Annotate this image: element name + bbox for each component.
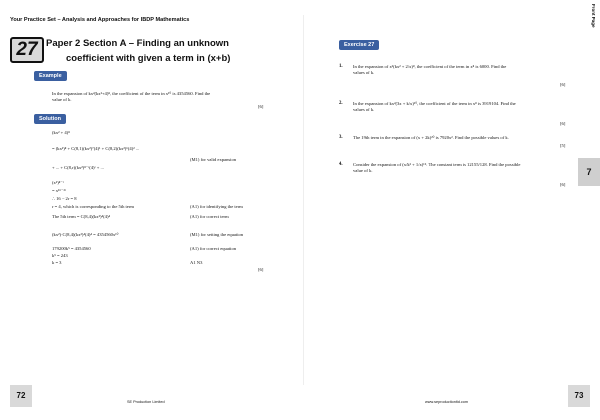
solution-note: (A1) for identifying the term	[190, 204, 243, 209]
solution-line: r = 4, which is corresponding to the 5th term	[52, 204, 134, 209]
section-title	[46, 36, 246, 66]
question-number: 1.	[339, 64, 343, 69]
edge-label: Front Page	[591, 4, 596, 28]
question-mark: [5]	[560, 143, 566, 148]
question-line1: In the expansion of kx²(3x + k/x)¹⁰, the coefficient of the term in x⁸ is 3919104. Find the	[353, 101, 516, 106]
solution-line: ∴ 16 − 2r = 8	[52, 196, 77, 201]
section-title-line1: Paper 2 Section A – Finding an unknown	[46, 38, 229, 49]
question-mark: [6]	[560, 82, 566, 87]
question-text	[353, 135, 568, 141]
solution-line: = (kx²)⁸ + C(8,1)(kx²)⁷(4)¹ + C(8,2)(kx²)⁶(4)² ...	[52, 146, 140, 151]
page-number-right: 73	[568, 385, 590, 407]
page-divider	[303, 15, 304, 385]
question-mark: [6]	[560, 121, 566, 126]
question-number: 2.	[339, 101, 343, 106]
question-text	[353, 101, 568, 113]
solution-note: (M1) for setting the equation	[190, 232, 244, 237]
footer-right: www.seproductionltd.com	[425, 400, 469, 404]
solution-note: (M1) for valid expansion	[190, 157, 237, 162]
question-text	[353, 64, 568, 76]
question-line2: value of k.	[353, 168, 373, 173]
running-header: Your Practice Set – Analysis and Approaches for IBDP Mathematics	[10, 17, 190, 23]
question-line1: Consider the expansion of (x/k³ + 1/x)¹⁶. The constant term is 12155/128. Find the possible	[353, 162, 521, 167]
solution-line: (kx² + 4)⁸	[52, 130, 70, 135]
solution-label: Solution	[34, 114, 66, 124]
solution-line: The 5th term = C(8,4)(kx²)⁴(4)⁴	[52, 214, 111, 219]
example-question	[52, 91, 272, 103]
solution-line: (x²)⁸⁻ʳ	[52, 180, 64, 185]
exercise-label: Exercise 27	[339, 40, 379, 50]
solution-note: (A1) for correct equation	[190, 246, 237, 251]
question-text	[353, 162, 565, 174]
chapter-side-tab: 7	[578, 158, 600, 186]
question-line1: The 19th term in the expansion of (x + 2k)²⁰ is 7920x². Find the possible values of k.	[353, 135, 509, 140]
section-title-line2: coefficient with given a term in (x+b)	[66, 53, 231, 64]
solution-note: A1 N3	[190, 260, 203, 265]
example-mark: [6]	[258, 104, 264, 109]
solution-mark: [6]	[258, 267, 264, 272]
example-text-2: value of k.	[52, 97, 72, 102]
question-number: 4.	[339, 162, 343, 167]
page-number-left: 72	[10, 385, 32, 407]
question-line1: In the expansion of x³(kx² + 2/x)⁸, the coefficient of the term in x⁸ is 6000. Find the	[353, 64, 507, 69]
solution-line: (kx²)·C(8,4)(kx²)⁴(4)⁴ = 4354560x¹⁰	[52, 232, 119, 237]
question-mark: [6]	[560, 182, 566, 187]
solution-line: + ... + C(8,r)(kx²)⁸⁻ʳ(4)ʳ + ...	[52, 165, 104, 170]
solution-line: k⁵ = 243	[52, 253, 68, 258]
question-number: 3.	[339, 135, 343, 140]
question-line2: values of k.	[353, 107, 375, 112]
solution-note: (A1) for correct term	[190, 214, 229, 219]
solution-line: k = 3	[52, 260, 62, 265]
example-text-1: In the expansion of kx²(kx²+4)⁸, the coefficient of the term in x¹⁰ is 4354560. Find the	[52, 91, 211, 96]
solution-line: 179200k⁵ = 4354560	[52, 246, 91, 251]
footer-left: SE Production Limited	[127, 400, 165, 404]
example-label: Example	[34, 71, 67, 81]
section-number-badge: 27	[10, 37, 44, 63]
question-line2: values of k.	[353, 70, 375, 75]
solution-line: = x¹⁶⁻²ʳ	[52, 188, 66, 193]
